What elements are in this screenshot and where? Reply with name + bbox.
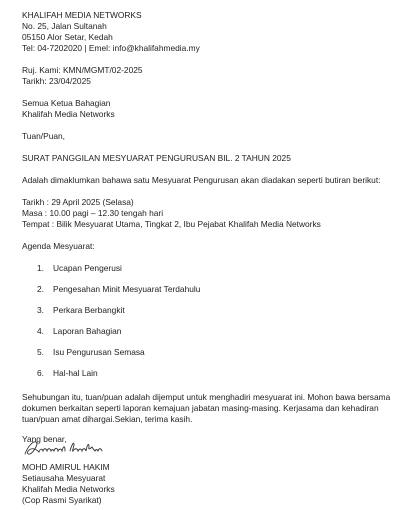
agenda-item <box>37 347 145 357</box>
recipient-line-2: Khalifah Media Networks <box>22 109 115 119</box>
closing-line-1: Sehubungan itu, tuan/puan adalah dijemput untuk menghadiri mesyuarat ini. Mohon bawa bersama <box>22 392 391 402</box>
intro-paragraph: Adalah dimaklumkan bahawa satu Mesyuarat Pengurusan akan diadakan seperti butiran berikut: <box>22 175 381 185</box>
meeting-place: Tempat : Bilik Mesyuarat Utama, Tingkat 2, Ibu Pejabat Khalifah Media Networks <box>22 219 321 229</box>
meeting-date: Tarikh : 29 April 2025 (Selasa) <box>22 197 134 207</box>
signatory-company: Khalifah Media Networks <box>22 484 115 494</box>
agenda-item <box>37 305 125 315</box>
agenda-number: 1. <box>37 263 44 273</box>
agenda-text: Laporan Bahagian <box>53 326 122 336</box>
agenda-item <box>37 326 121 336</box>
contact-line: Tel: 04-7202020 | Emel: info@khalifahmedia.my <box>22 43 200 53</box>
meeting-time: Masa : 10.00 pagi – 12.30 tengah hari <box>22 208 164 218</box>
letter-date: Tarikh: 23/04/2025 <box>22 76 91 86</box>
agenda-item <box>37 263 122 273</box>
signatory-title: Setiausaha Mesyuarat <box>22 473 106 483</box>
reference-number: Ruj. Kami: KMN/MGMT/02-2025 <box>22 65 143 75</box>
agenda-heading: Agenda Mesyuarat: <box>22 241 95 251</box>
agenda-number: 6. <box>37 368 44 378</box>
salutation: Tuan/Puan, <box>22 131 65 141</box>
recipient-line-1: Semua Ketua Bahagian <box>22 98 111 108</box>
agenda-text: Pengesahan Minit Mesyuarat Terdahulu <box>53 284 201 294</box>
closing-line-2: dokumen berkaitan seperti laporan kemajuan jabatan masing-masing. Kerjasama dan kehadiran <box>22 403 379 413</box>
closing-line-3: tuan/puan amat dihargai.Sekian, terima kasih. <box>22 414 193 424</box>
handwritten-signature <box>22 437 104 459</box>
agenda-item <box>37 284 200 294</box>
agenda-number: 5. <box>37 347 44 357</box>
agenda-number: 3. <box>37 305 44 315</box>
company-name: KHALIFAH MEDIA NETWORKS <box>22 10 142 20</box>
address-line-1: No. 25, Jalan Sultanah <box>22 21 107 31</box>
agenda-text: Isu Pengurusan Semasa <box>53 347 145 357</box>
agenda-text: Hal-hal Lain <box>53 368 98 378</box>
agenda-number: 4. <box>37 326 44 336</box>
company-stamp-note: (Cop Rasmi Syarikat) <box>22 495 102 505</box>
agenda-text: Ucapan Pengerusi <box>53 263 122 273</box>
agenda-item <box>37 368 98 378</box>
signatory-name: MOHD AMIRUL HAKIM <box>22 462 110 472</box>
agenda-list <box>37 263 407 383</box>
address-line-2: 05150 Alor Setar, Kedah <box>22 32 113 42</box>
letter-subject: SURAT PANGGILAN MESYUARAT PENGURUSAN BIL. 2 TAHUN 2025 <box>22 153 291 163</box>
agenda-text: Perkara Berbangkit <box>53 305 125 315</box>
agenda-number: 2. <box>37 284 44 294</box>
signoff-greeting: Yang benar, <box>22 434 67 444</box>
